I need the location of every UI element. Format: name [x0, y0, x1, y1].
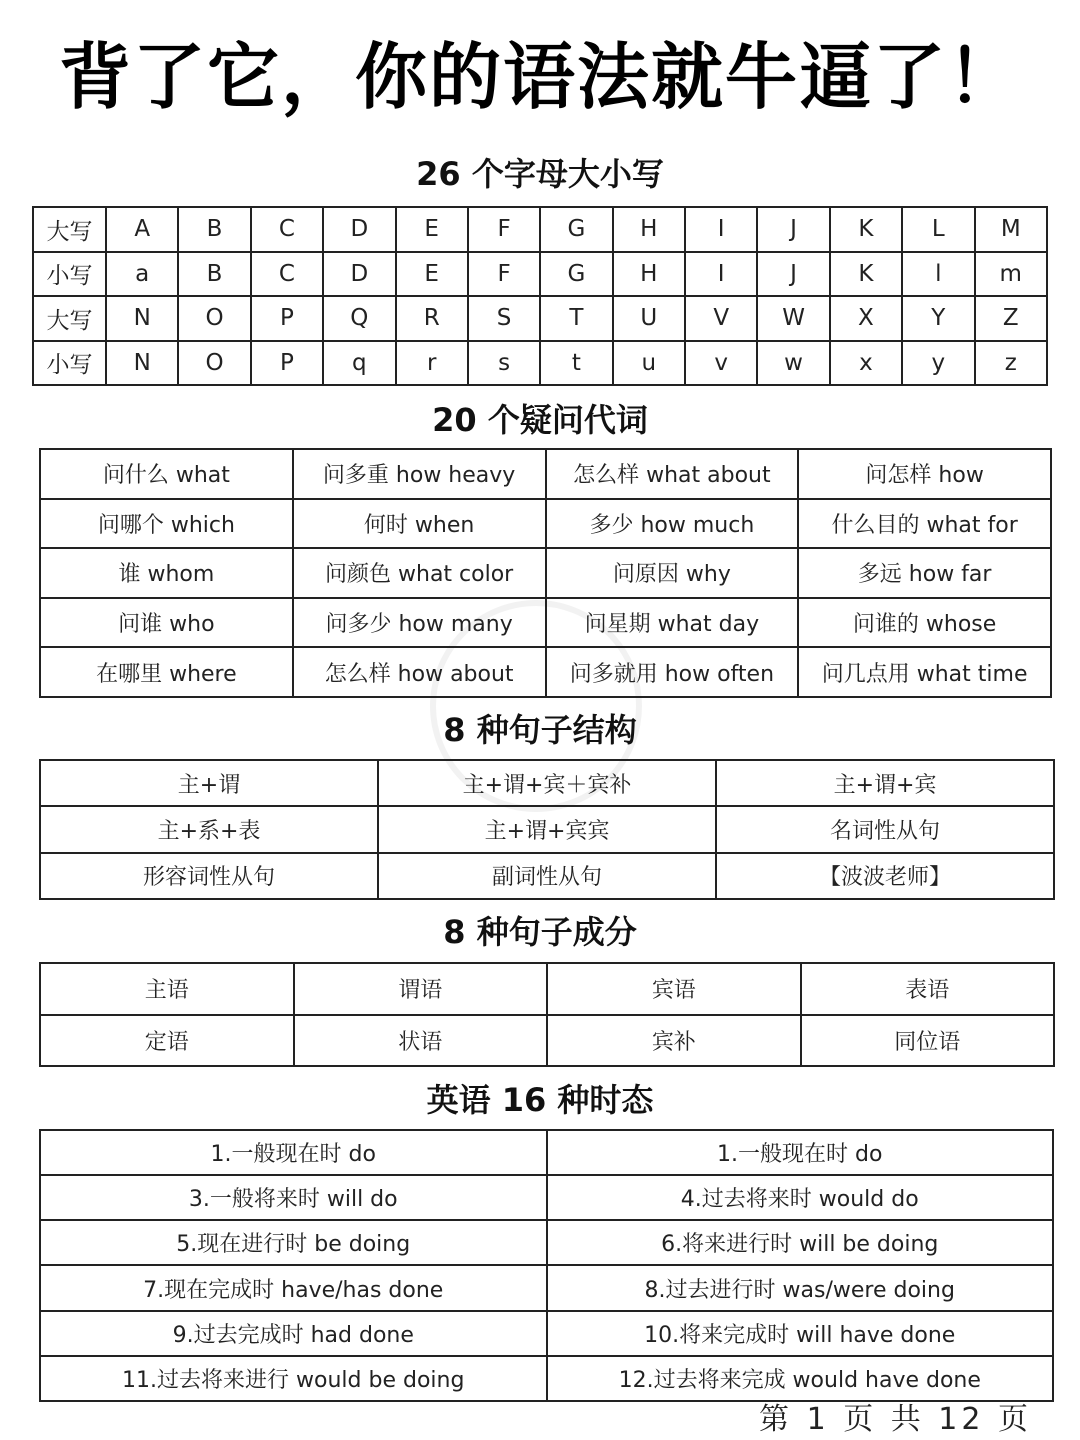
table-row: [40, 1015, 1054, 1067]
letter-cell: O: [178, 341, 250, 386]
table-row: [40, 1311, 1053, 1356]
letter-cell: G: [540, 207, 612, 252]
letter-cell: P: [251, 341, 323, 386]
tense-cell: 7.现在完成时 have/has done: [40, 1265, 547, 1310]
table-row: [33, 252, 1047, 297]
letter-cell: v: [685, 341, 757, 386]
interrogative-cell: 怎么样 what about: [546, 449, 799, 499]
interrogative-cell: 何时 when: [293, 499, 546, 549]
tense-cell: 5.现在进行时 be doing: [40, 1220, 547, 1265]
letter-cell: F: [468, 207, 540, 252]
letter-cell: r: [396, 341, 468, 386]
letter-cell: w: [757, 341, 829, 386]
tense-cell: 6.将来进行时 will be doing: [547, 1220, 1054, 1265]
component-cell: 主语: [40, 963, 294, 1015]
letter-cell: B: [178, 207, 250, 252]
component-cell: 宾语: [547, 963, 801, 1015]
alphabet-heading: 26 个字母大小写: [416, 155, 664, 193]
component-cell: 定语: [40, 1015, 294, 1067]
structure-cell: 名词性从句: [716, 806, 1054, 852]
components-heading: 8 种句子成分: [443, 913, 637, 951]
letter-cell: J: [757, 207, 829, 252]
component-cell: 谓语: [294, 963, 548, 1015]
letter-cell: P: [251, 296, 323, 341]
letter-cell: M: [975, 207, 1048, 252]
letter-cell: U: [613, 296, 685, 341]
letter-cell: Q: [323, 296, 395, 341]
table-row: [40, 1175, 1053, 1220]
letter-cell: l: [902, 252, 974, 297]
interrogatives-table: [39, 448, 1052, 698]
interrogative-cell: 问怎样 how: [798, 449, 1051, 499]
tense-cell: 3.一般将来时 will do: [40, 1175, 547, 1220]
tense-cell: 8.过去进行时 was/were doing: [547, 1265, 1054, 1310]
table-row: [40, 806, 1054, 852]
structures-table: [39, 759, 1055, 900]
interrogative-cell: 多少 how much: [546, 499, 799, 549]
structure-cell: 主+谓+宾宾: [378, 806, 716, 852]
letter-cell: F: [468, 252, 540, 297]
letter-cell: B: [178, 252, 250, 297]
letter-cell: C: [251, 207, 323, 252]
structures-heading: 8 种句子结构: [443, 711, 637, 749]
letter-cell: x: [830, 341, 902, 386]
table-row: [40, 1220, 1053, 1265]
letter-cell: N: [106, 296, 178, 341]
letter-cell: Z: [975, 296, 1048, 341]
interrogative-cell: 问颜色 what color: [293, 548, 546, 598]
structure-cell: 主+谓: [40, 760, 378, 806]
component-cell: 表语: [801, 963, 1055, 1015]
table-row: [40, 647, 1051, 697]
letter-cell: A: [106, 207, 178, 252]
letter-cell: D: [323, 252, 395, 297]
letter-cell: K: [830, 252, 902, 297]
letter-cell: R: [396, 296, 468, 341]
interrogatives-heading: 20 个疑问代词: [432, 401, 648, 439]
table-row: [40, 1130, 1053, 1175]
interrogative-cell: 问谁 who: [40, 598, 293, 648]
letter-cell: 小写: [33, 252, 106, 297]
table-row: [33, 341, 1047, 386]
letter-cell: N: [106, 341, 178, 386]
table-row: [40, 449, 1051, 499]
letter-cell: D: [323, 207, 395, 252]
table-row: [40, 499, 1051, 549]
letter-cell: I: [685, 207, 757, 252]
letter-cell: W: [757, 296, 829, 341]
letter-cell: q: [323, 341, 395, 386]
structure-cell: 主+谓+宾＋宾补: [378, 760, 716, 806]
interrogative-cell: 问哪个 which: [40, 499, 293, 549]
tense-cell: 12.过去将来完成 would have done: [547, 1356, 1054, 1401]
table-row: [40, 598, 1051, 648]
structure-cell: 主+谓+宾: [716, 760, 1054, 806]
letter-cell: I: [685, 252, 757, 297]
interrogative-cell: 问几点用 what time: [798, 647, 1051, 697]
interrogative-cell: 问谁的 whose: [798, 598, 1051, 648]
tense-cell: 10.将来完成时 will have done: [547, 1311, 1054, 1356]
tense-cell: 4.过去将来时 would do: [547, 1175, 1054, 1220]
letter-cell: E: [396, 207, 468, 252]
tense-cell: 1.一般现在时 do: [547, 1130, 1054, 1175]
component-cell: 状语: [294, 1015, 548, 1067]
page-number: 第 1 页 共 12 页: [759, 1402, 1032, 1437]
letter-cell: H: [613, 207, 685, 252]
letter-cell: 大写: [33, 296, 106, 341]
tenses-heading: 英语 16 种时态: [426, 1081, 654, 1119]
letter-cell: s: [468, 341, 540, 386]
structure-cell: 副词性从句: [378, 853, 716, 899]
components-table: [39, 962, 1055, 1067]
interrogative-cell: 谁 whom: [40, 548, 293, 598]
page-title: 背了它，你的语法就牛逼了！: [58, 35, 1021, 119]
interrogative-cell: 问多重 how heavy: [293, 449, 546, 499]
letter-cell: O: [178, 296, 250, 341]
letter-cell: a: [106, 252, 178, 297]
letter-cell: T: [540, 296, 612, 341]
letter-cell: E: [396, 252, 468, 297]
letter-cell: X: [830, 296, 902, 341]
interrogative-cell: 问什么 what: [40, 449, 293, 499]
table-row: [40, 1265, 1053, 1310]
letter-cell: y: [902, 341, 974, 386]
interrogative-cell: 问多少 how many: [293, 598, 546, 648]
structure-cell: 主+系+表: [40, 806, 378, 852]
letter-cell: S: [468, 296, 540, 341]
structure-cell: 形容词性从句: [40, 853, 378, 899]
letter-cell: H: [613, 252, 685, 297]
letter-cell: u: [613, 341, 685, 386]
letter-cell: L: [902, 207, 974, 252]
letter-cell: K: [830, 207, 902, 252]
letter-cell: 小写: [33, 341, 106, 386]
component-cell: 同位语: [801, 1015, 1055, 1067]
interrogative-cell: 什么目的 what for: [798, 499, 1051, 549]
table-row: [33, 207, 1047, 252]
alphabet-table: [32, 206, 1048, 386]
tense-cell: 9.过去完成时 had done: [40, 1311, 547, 1356]
tenses-table: [39, 1129, 1054, 1402]
letter-cell: G: [540, 252, 612, 297]
interrogative-cell: 问星期 what day: [546, 598, 799, 648]
tense-cell: 1.一般现在时 do: [40, 1130, 547, 1175]
letter-cell: C: [251, 252, 323, 297]
interrogative-cell: 在哪里 where: [40, 647, 293, 697]
table-row: [33, 296, 1047, 341]
component-cell: 宾补: [547, 1015, 801, 1067]
table-row: [40, 963, 1054, 1015]
letter-cell: t: [540, 341, 612, 386]
table-row: [40, 853, 1054, 899]
structure-cell: 【波波老师】: [716, 853, 1054, 899]
letter-cell: 大写: [33, 207, 106, 252]
letter-cell: J: [757, 252, 829, 297]
table-row: [40, 548, 1051, 598]
letter-cell: Y: [902, 296, 974, 341]
letter-cell: m: [975, 252, 1048, 297]
interrogative-cell: 问多就用 how often: [546, 647, 799, 697]
letter-cell: V: [685, 296, 757, 341]
interrogative-cell: 问原因 why: [546, 548, 799, 598]
tense-cell: 11.过去将来进行 would be doing: [40, 1356, 547, 1401]
interrogative-cell: 怎么样 how about: [293, 647, 546, 697]
table-row: [40, 760, 1054, 806]
letter-cell: z: [975, 341, 1048, 386]
interrogative-cell: 多远 how far: [798, 548, 1051, 598]
